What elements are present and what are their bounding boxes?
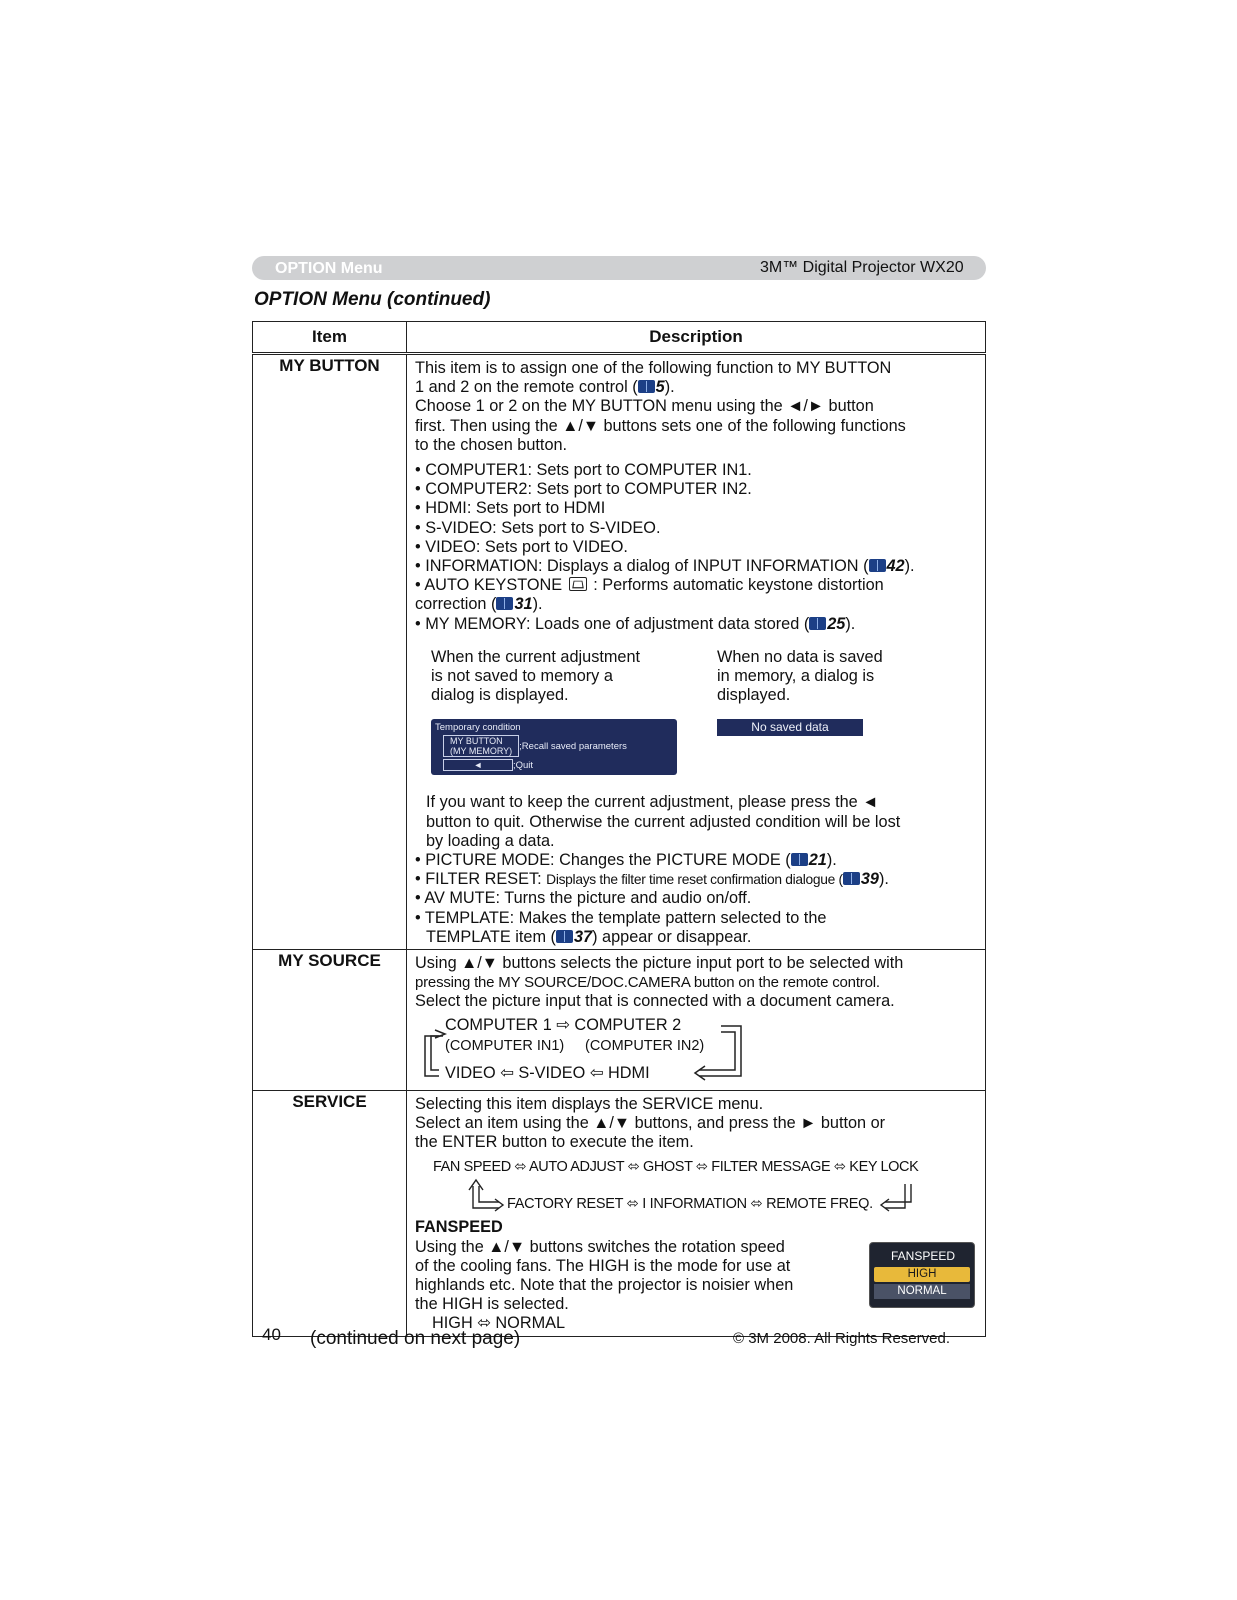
cycle-subtitle: (COMPUTER IN1) [445,1037,565,1054]
text-line: When the current adjustment [431,647,641,666]
column-header-item: Item [253,322,407,354]
text-line: of the cooling fans. The HIGH is the mode for use at [415,1256,791,1275]
dialog-button-label: MY BUTTON [450,736,503,747]
book-icon [496,597,513,610]
text-line: Select the picture input that is connected with a document camera. [415,992,895,1011]
text-line: Using the ▲/▼ buttons switches the rotation speed [415,1237,785,1256]
text-line: TEMPLATE item ( 37) appear or disappear. [426,927,752,946]
fanspeed-option-normal: NORMAL [874,1284,970,1299]
text-line: is not saved to memory a [431,667,613,686]
header-product-name: 3M™ Digital Projector WX20 [760,259,964,276]
text-line: This item is to assign one of the following function to MY BUTTON [415,359,892,377]
text-line: in memory, a dialog is [717,667,875,686]
widget-title: FANSPEED [890,1249,956,1264]
item-service: SERVICE [253,1090,407,1336]
table-row [253,354,986,950]
cycle-bottom-row: VIDEO ⇦ S-VIDEO ⇦ HDMI [445,1063,650,1082]
item-my-source: MY SOURCE [253,950,407,1091]
text-line: Using ▲/▼ buttons selects the picture input port to be selected with [415,954,904,973]
page-reference: 21 [808,851,827,870]
description-my-button [407,354,986,950]
book-icon [843,872,860,885]
book-icon [638,380,655,393]
text-line: button to quit. Otherwise the current adjusted condition will be lost [426,812,901,831]
book-icon [809,617,826,630]
no-saved-data-dialog: No saved data [717,719,863,736]
bullet-item: • INFORMATION: Displays a dialog of INPUT INFORMATION ( 42). [415,557,915,576]
fanspeed-widget [869,1242,975,1308]
cycle-top-row: COMPUTER 1 ⇨ COMPUTER 2 [445,1015,682,1034]
column-header-description: Description [407,322,986,354]
text-line: 1 and 2 on the remote control ( 5). [415,378,675,397]
temporary-condition-dialog [431,719,677,775]
dialog-quit-text: ;Quit [513,759,534,771]
cycle-top-row: FAN SPEED ⬄ AUTO ADJUST ⬄ GHOST ⬄ FILTER MESSAGE ⬄ KEY LOCK [433,1159,919,1176]
copyright: © 3M 2008. All Rights Reserved. [733,1330,950,1347]
bullet-item: • S-VIDEO: Sets port to S-VIDEO. [415,518,661,537]
dialog-title: Temporary condition [435,722,521,734]
text-line: If you want to keep the current adjustment, please press the ◄ [426,793,879,812]
bullet-item: • TEMPLATE: Makes the template pattern selected to the [415,908,827,927]
text-line: correction ( 31). [415,595,543,614]
text-line: Selecting this item displays the SERVICE menu. [415,1094,764,1113]
text-line: displayed. [717,686,791,705]
bullet-item: • AV MUTE: Turns the picture and audio on/off. [415,889,752,908]
header-section-title: OPTION Menu [275,260,383,277]
text-line: Select an item using the ▲/▼ buttons, and press the ► button or [415,1113,886,1132]
text-line: to the chosen button. [415,435,568,454]
book-icon [791,853,808,866]
table-header-row [253,322,986,354]
fanspeed-option-high: HIGH [874,1267,970,1282]
example-no-data [717,648,977,776]
bullet-item: • COMPUTER1: Sets port to COMPUTER IN1. [415,461,752,480]
text-line: by loading a data. [426,831,555,850]
cycle-subtitle: (COMPUTER IN2) [585,1037,705,1054]
page-reference: 37 [573,927,593,946]
book-icon [556,930,573,943]
keystone-icon [569,577,587,591]
dialog-button-label: (MY MEMORY) [450,746,513,757]
bullet-item: • COMPUTER2: Sets port to COMPUTER IN2. [415,480,752,499]
fanspeed-section [415,1218,977,1333]
my-memory-dialog-examples [415,648,977,776]
option-menu-table [252,321,986,1337]
text-line: first. Then using the ▲/▼ buttons sets one of the following functions [415,416,906,435]
bullet-item: • PICTURE MODE: Changes the PICTURE MODE ( 21). [415,851,837,870]
fanspeed-heading: FANSPEED [415,1218,503,1237]
page-reference: 31 [514,595,533,614]
text-line: the HIGH is selected. [415,1295,569,1314]
cycle-bottom-row: FACTORY RESET ⬄ I INFORMATION ⬄ REMOTE FREQ. [507,1196,873,1213]
page-reference: 5 [655,378,665,397]
text-line: pressing the MY SOURCE/DOC.CAMERA button on the remote control. [415,974,880,992]
bullet-item: • HDMI: Sets port to HDMI [415,499,606,518]
dialog-button-box [443,735,519,757]
text-line: the ENTER button to execute the item. [415,1133,694,1152]
text-line: highlands etc. Note that the projector is noisier when [415,1275,794,1294]
book-icon [869,559,886,572]
dialog-recall-text: ;Recall saved parameters [519,740,627,752]
source-cycle-diagram [415,1012,977,1088]
description-my-source [407,950,986,1091]
page-reference: 25 [827,614,846,633]
continued-note: (continued on next page) [310,1328,521,1349]
page-reference: 42 [886,557,905,576]
page-reference: 39 [860,870,879,889]
page-number: 40 [262,1325,281,1344]
bullet-item: • VIDEO: Sets port to VIDEO. [415,537,628,556]
table-row [253,1090,986,1336]
example-unsaved [415,648,717,776]
item-my-button: MY BUTTON [253,354,407,950]
text-line: When no data is saved [717,647,883,666]
bullet-item: • AUTO KEYSTONE : Performs automatic keystone distortion [415,576,884,595]
bullet-item: • MY MEMORY: Loads one of adjustment data stored ( 25). [415,614,856,633]
fanspeed-cycle: HIGH ⬄ NORMAL [432,1314,566,1333]
table-row [253,950,986,1091]
left-arrow-icon: ◄ [443,759,513,771]
page-title: OPTION Menu (continued) [254,289,491,310]
description-service [407,1090,986,1336]
bullet-item: • FILTER RESET: Displays the filter time reset confirmation dialogue ( 39). [415,870,889,889]
text-line: Choose 1 or 2 on the MY BUTTON menu using the ◄/► button [415,397,874,416]
service-cycle-diagram [415,1152,977,1218]
text-line: dialog is displayed. [431,686,569,705]
